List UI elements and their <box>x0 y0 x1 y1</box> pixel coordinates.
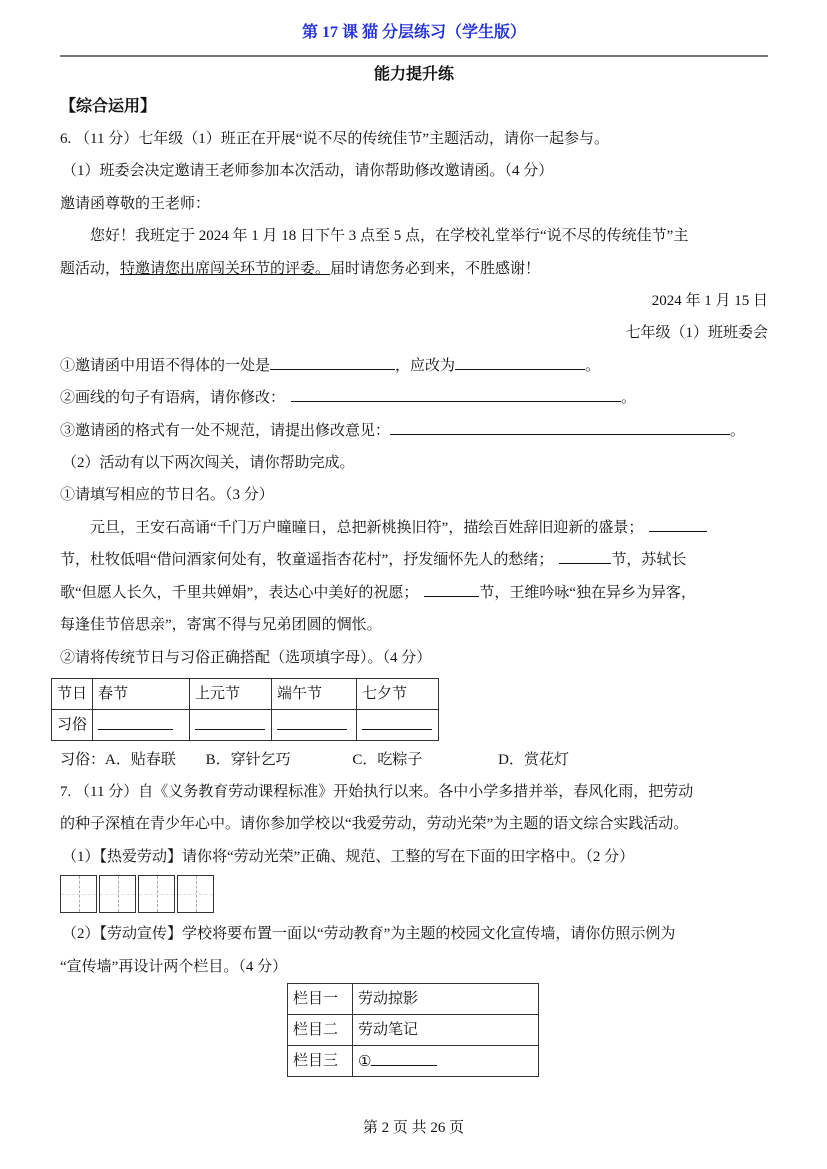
period: 。 <box>730 422 746 439</box>
answer-cell[interactable] <box>357 709 439 740</box>
page-number: 第 2 页 共 26 页 <box>362 1120 465 1136</box>
answer-blank[interactable] <box>195 714 265 730</box>
underlined-sentence: 特邀请您出席闯关环节的评委。 <box>120 260 331 277</box>
answer-cell[interactable] <box>353 1045 539 1076</box>
table-cell: 节日 <box>52 678 93 709</box>
tianzige-box[interactable] <box>138 875 175 913</box>
q6-1c <box>60 415 768 447</box>
q6-sub1: （1）班委会决定邀请王老师参加本次活动，请你帮助修改邀请函。（4 分） <box>62 163 554 180</box>
tianzige-box[interactable] <box>60 875 97 913</box>
letter-body-2-pre: 题活动， <box>60 260 121 277</box>
q7-sub2: （2）【劳动宣传】学校将要布置一面以“劳动教育”为主题的校园文化宣传墙，请你仿照示例为 <box>62 926 676 943</box>
para-1 <box>60 512 768 544</box>
q7-sub2-cont: “宣传墙”再设计两个栏目。（4 分） <box>60 958 288 975</box>
q6-sub2: （2）活动有以下两次闯关，请你帮助完成。 <box>62 455 355 472</box>
section-title: 能力提升练 <box>373 66 454 83</box>
table-cell: 栏目二 <box>288 1014 353 1045</box>
answer-blank[interactable] <box>390 419 730 435</box>
letter-date: 2024 年 1 月 15 日 <box>651 293 768 310</box>
table-cell: 习俗 <box>52 709 93 740</box>
table-row <box>288 983 539 1014</box>
option-b: B．穿针乞巧 <box>205 751 291 768</box>
tianzige-box[interactable] <box>99 875 136 913</box>
table-cell: 春节 <box>93 678 190 709</box>
para-3-tail: 节，王维吟咏“独在异乡为异客， <box>479 584 696 601</box>
para-2 <box>60 544 768 576</box>
answer-blank[interactable] <box>649 516 707 532</box>
answer-blank[interactable] <box>371 1050 437 1066</box>
period: 。 <box>585 357 601 374</box>
option-a: 习俗：A．贴春联 <box>60 751 176 768</box>
answer-blank[interactable] <box>98 714 173 730</box>
q7-stem-1: 7. （11 分）自《义务教育劳动课程标准》开始执行以来。各中小学多措并举，春风化雨，把劳动 <box>60 783 694 800</box>
letter-signature: 七年级（1）班班委会 <box>625 325 768 342</box>
table-cell: 上元节 <box>190 678 272 709</box>
letter-body-2-post: 届时请您务必到来，不胜感谢！ <box>330 260 541 277</box>
table-row <box>52 709 439 740</box>
table-cell: 栏目一 <box>288 983 353 1014</box>
table-cell: 七夕节 <box>357 678 439 709</box>
tianzige-grid <box>60 875 768 913</box>
answer-blank[interactable] <box>424 581 479 597</box>
para-2-tail: 节，苏轼长 <box>611 552 687 569</box>
letter-body-2 <box>60 253 768 285</box>
document-title: 第 17 课 猫 分层练习（学生版） <box>301 24 526 41</box>
table-cell: 栏目三 <box>288 1045 353 1076</box>
q6-1a <box>60 350 768 382</box>
q6-1a-text: ①邀请函中用语不得体的一处是 <box>60 357 271 374</box>
answer-blank[interactable] <box>277 714 347 730</box>
letter-body-1: 您好！我班定于 2024 年 1 月 18 日下午 3 点至 5 点，在学校礼堂举行“说不尽的传统佳节”主 <box>90 228 689 245</box>
answer-cell[interactable] <box>93 709 190 740</box>
answer-marker: ① <box>358 1053 372 1070</box>
period: 。 <box>621 390 637 407</box>
table-cell: 劳动掠影 <box>353 983 539 1014</box>
q7-stem-2: 的种子深植在青少年心中。请你参加学校以“我爱劳动，劳动光荣”为主题的语文综合实践活动。 <box>60 816 689 833</box>
q6-1c-text: ③邀请函的格式有一处不规范，请提出修改意见： <box>60 422 391 439</box>
answer-blank[interactable] <box>559 548 611 564</box>
answer-blank[interactable] <box>455 354 585 370</box>
q6-1b <box>60 382 768 414</box>
q7-sub1: （1）【热爱劳动】请你将“劳动光荣”正确、规范、工整的写在下面的田字格中。（2 分） <box>62 848 635 865</box>
option-d: D．赏花灯 <box>498 751 569 768</box>
answer-cell[interactable] <box>190 709 272 740</box>
answer-blank[interactable] <box>362 714 432 730</box>
para-1-text: 元旦，王安石高诵“千门万户曈曈日，总把新桃换旧符”，描绘百姓辞旧迎新的盛景； <box>90 519 644 536</box>
answer-cell[interactable] <box>272 709 357 740</box>
answer-blank[interactable] <box>270 354 395 370</box>
q6-1a-mid: ，应改为 <box>395 357 456 374</box>
header-rule <box>60 55 768 57</box>
table-row <box>288 1014 539 1045</box>
letter-greeting: 邀请函尊敬的王老师： <box>60 195 211 212</box>
q6-1b-text: ②画线的句子有语病，请你修改： <box>60 390 286 407</box>
table-cell: 端午节 <box>272 678 357 709</box>
column-table <box>287 983 539 1077</box>
festival-table <box>51 678 439 741</box>
answer-blank[interactable] <box>291 386 621 402</box>
part-heading: 【综合运用】 <box>60 98 157 115</box>
q6-2b: ②请将传统节日与习俗正确搭配（选项填字母）。（4 分） <box>60 649 432 666</box>
table-cell: 劳动笔记 <box>353 1014 539 1045</box>
option-c: C．吃粽子 <box>352 751 423 768</box>
q6-2a: ①请填写相应的节日名。（3 分） <box>60 487 274 504</box>
q6-stem: 6. （11 分）七年级（1）班正在开展“说不尽的传统佳节”主题活动，请你一起参与。 <box>60 131 610 147</box>
para-3-text: 歌“但愿人长久，千里共婵娟”，表达心中美好的祝愿； <box>60 584 419 601</box>
tianzige-box[interactable] <box>177 875 214 913</box>
para-4: 每逢佳节倍思亲”，寄寓不得与兄弟团圆的惆怅。 <box>60 617 382 634</box>
para-3 <box>60 577 768 609</box>
table-row <box>52 678 439 709</box>
para-2-text: 节，杜牧低唱“借问酒家何处有，牧童遥指杏花村”，抒发缅怀先人的愁绪； <box>60 552 554 569</box>
custom-options <box>60 744 768 776</box>
table-row <box>288 1045 539 1076</box>
